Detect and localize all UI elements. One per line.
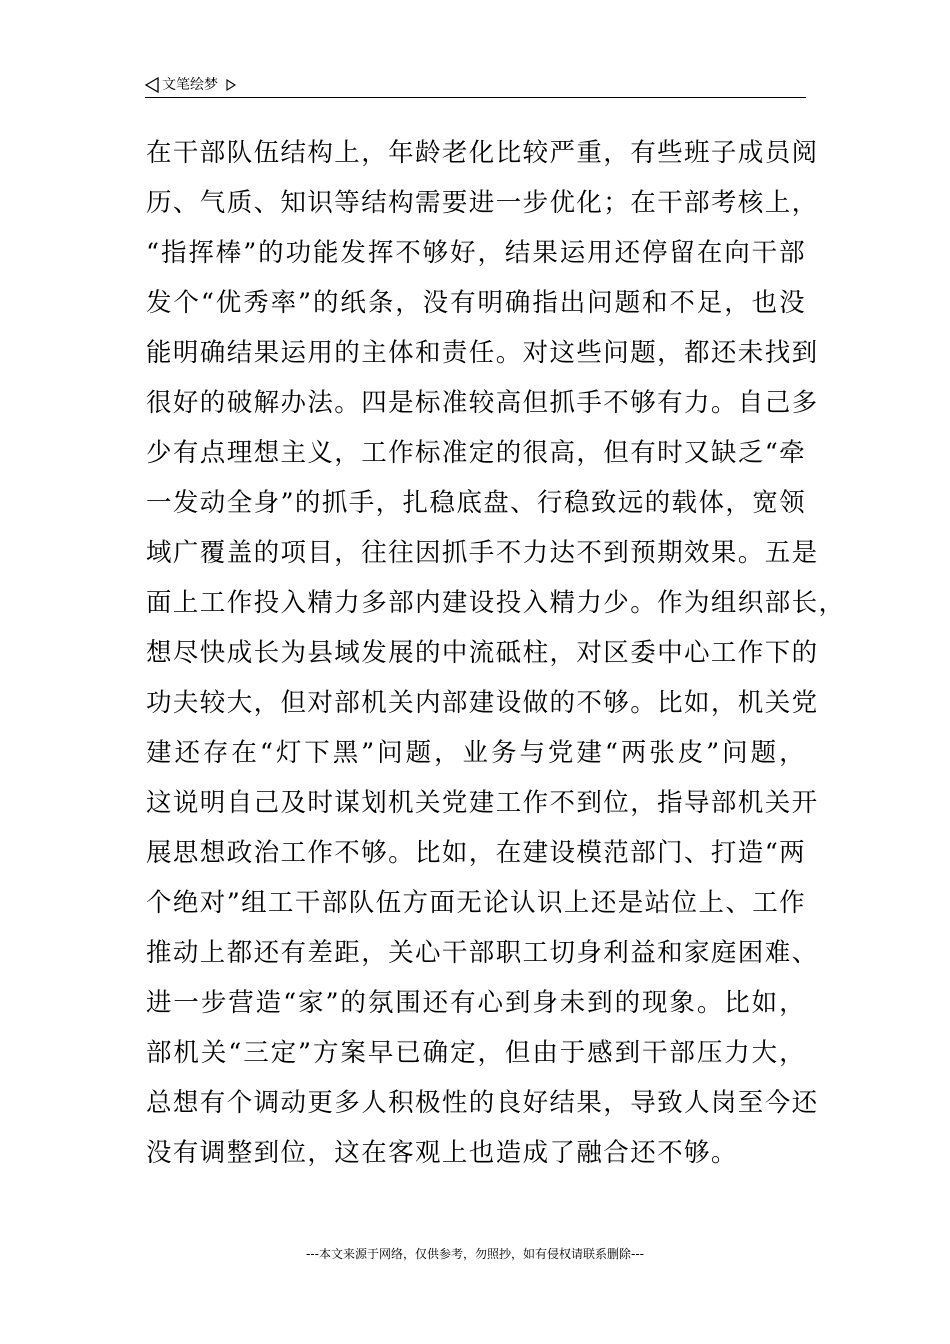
text-line: “指挥棒”的功能发挥不够好，结果运用还停留在向干部 [146,238,806,268]
triangle-right-icon [226,79,236,91]
text-line: 域广覆盖的项目，往往因抓手不力达不到预期效果。五是 [146,538,819,568]
text-line: 一发动全身”的抓手，扎稳底盘、行稳致远的载体，宽领 [146,488,807,518]
text-line: 面上工作投入精力多部内建设投入精力少。作为组织部长， [146,588,846,618]
text-line: 少有点理想主义，工作标准定的很高，但有时又缺乏“牵 [146,438,807,468]
triangle-left-icon [145,77,159,93]
header-divider [145,97,806,98]
text-line: 历、气质、知识等结构需要进一步优化；在干部考核上， [146,188,819,218]
text-line: 功夫较大，但对部机关内部建设做的不够。比如，机关党 [146,688,819,718]
header-title: 文笔绘梦 [162,77,218,93]
text-line: 进一步营造“家”的氛围还有心到身未到的现象。比如， [146,988,806,1018]
text-line: 能明确结果运用的主体和责任。对这些问题，都还未找到 [146,338,819,368]
text-line: 发个“优秀率”的纸条，没有明确指出问题和不足，也没 [146,288,806,318]
text-line: 在干部队伍结构上，年龄老化比较严重，有些班子成员阅 [146,138,819,168]
text-line: 展思想政治工作不够。比如，在建设模范部门、打造“两 [146,838,807,868]
body-text [146,128,846,1178]
text-line: 想尽快成长为县域发展的中流砥柱，对区委中心工作下的 [146,638,819,668]
text-line: 这说明自己及时谋划机关党建工作不到位，指导部机关开 [146,788,819,818]
text-line: 推动上都还有差距，关心干部职工切身利益和家庭困难、 [146,938,819,968]
text-line: 没有调整到位，这在客观上也造成了融合还不够。 [146,1138,738,1168]
text-line: 个绝对”组工干部队伍方面无论认识上还是站位上、工作 [146,888,807,918]
header-logo [145,74,236,96]
page-footer: ---本文来源于网络，仅供参考，勿照抄，如有侵权请联系删除--- [306,1247,644,1261]
text-line: 建还存在“灯下黑”问题，业务与党建“两张皮”问题， [146,738,806,768]
text-line: 部机关“三定”方案早已确定，但由于感到干部压力大， [146,1038,806,1068]
text-line: 很好的破解办法。四是标准较高但抓手不够有力。自己多 [146,388,819,418]
page-header [145,74,806,98]
text-line: 总想有个调动更多人积极性的良好结果，导致人岗至今还 [146,1088,819,1118]
